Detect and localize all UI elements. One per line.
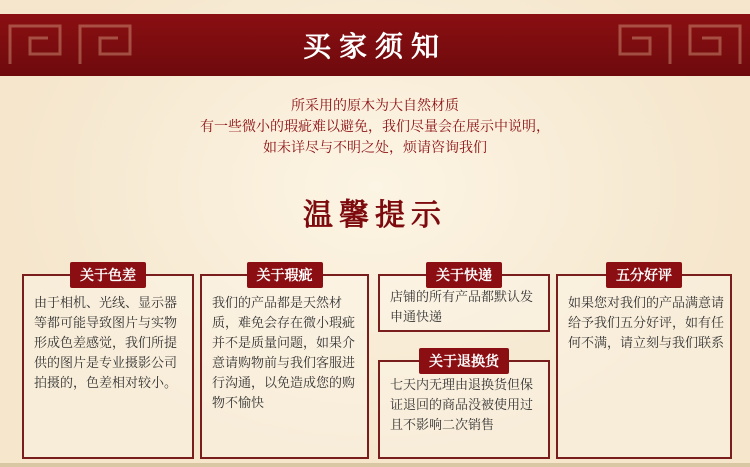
card-text: 由于相机、光线、显示器等都可能导致图片与实物形成色差感觉，我们所提供的图片是专业摄影公司拍摄的，色差相对较小。 (34, 296, 178, 391)
card-delivery (378, 268, 550, 332)
card-text: 我们的产品都是天然材质，难免会存在微小瑕疵并不是质量问题，如果介意请购物前与我们客服进行沟通，以免造成您的购物不愉快 (212, 296, 356, 411)
card-flaws (200, 268, 369, 459)
card-text: 七天内无理由退换货但保证退回的商品没被使用过且不影响二次销售 (390, 378, 534, 433)
notice-line: 所采用的原木为大自然材质 (291, 98, 459, 114)
card-label: 关于色差 (70, 262, 146, 288)
card-label: 关于退换货 (419, 348, 509, 374)
card-text: 店铺的所有产品都默认发申通快递 (390, 290, 534, 325)
card-returns (378, 354, 550, 459)
card-label: 五分好评 (606, 262, 682, 288)
card-label: 关于快递 (426, 262, 502, 288)
page-title: 买家须知 (302, 30, 447, 63)
card-text: 如果您对我们的产品满意请给予我们五分好评，如有任何不满，请立刻与我们联系 (568, 296, 725, 351)
card-color-difference (22, 268, 194, 459)
card-five-star (556, 268, 732, 459)
notice-line: 如未详尽与不明之处，烦请咨询我们 (263, 140, 487, 156)
bottom-divider (0, 463, 750, 467)
card-label: 关于瑕疵 (247, 262, 323, 288)
notice-text (0, 96, 750, 159)
notice-line: 有一些微小的瑕疵难以避免，我们尽量会在展示中说明， (200, 119, 550, 135)
warm-tip-heading: 温馨提示 (303, 198, 447, 233)
